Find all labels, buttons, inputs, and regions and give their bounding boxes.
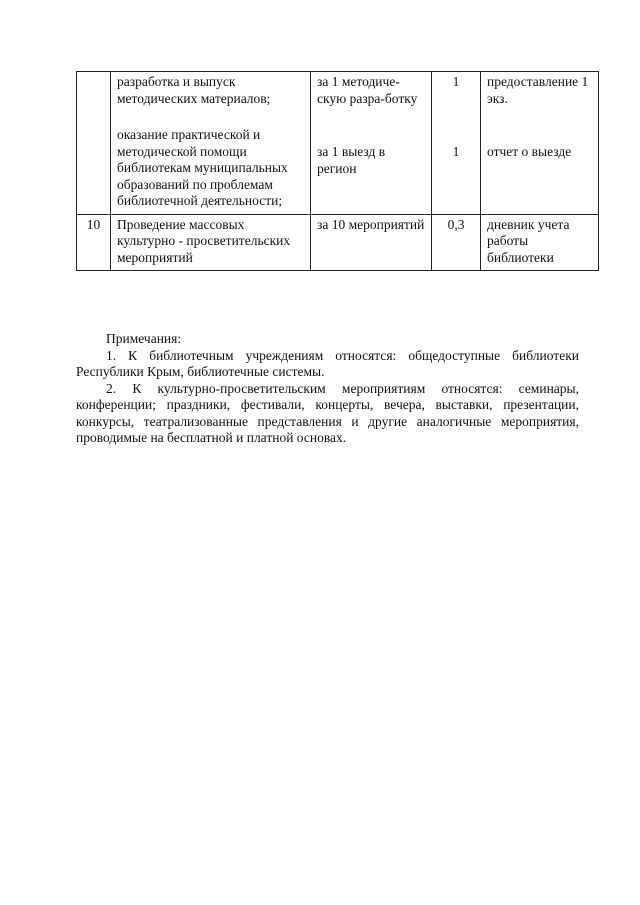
note-item: 2. К культурно-просветительским мероприятиям относятся: семинары, конференции; праздники, фестивали, концерты, вечера, выставки, презентации, конкурсы, театрализованные представления и другие аналогичные мероприятия, проводимые на бесплатной и платной основах. (76, 380, 579, 445)
unit-text: за 1 выезд в регион (317, 144, 386, 176)
work-text: Проведение массовых культурно - просветительских мероприятий (117, 216, 291, 265)
report-cell (481, 214, 599, 271)
work-cell (111, 72, 311, 215)
norm-value: 0,3 (447, 216, 465, 232)
unit-cell (311, 214, 432, 271)
norms-table (76, 71, 599, 271)
note-item: 1. К библиотечным учреждениям относятся: общедоступные библиотеки Республики Крым, библиотечные системы. (76, 347, 579, 379)
report-cell (481, 72, 599, 215)
row-number (77, 72, 111, 215)
row-number: 10 (77, 214, 111, 271)
unit-text: за 10 мероприятий (317, 216, 425, 232)
norm-value: 1 (452, 74, 460, 89)
notes-heading: Примечания: (106, 331, 182, 346)
report-text: дневник учета работы библиотеки (487, 216, 570, 265)
work-text: оказание практической и методической помощи библиотекам муниципальных образований по проблемам библиотечной деятельности; (117, 127, 288, 208)
table-row (77, 72, 599, 215)
notes-section (76, 331, 579, 447)
norm-cell (432, 214, 481, 271)
table-row (77, 214, 599, 271)
report-text: отчет о выезде (487, 144, 572, 159)
norm-value: 1 (452, 144, 460, 159)
norm-cell (432, 72, 481, 215)
report-text: предоставление 1 экз. (487, 74, 589, 106)
unit-cell (311, 72, 432, 215)
unit-text: за 1 методиче-скую разра-ботку (317, 74, 418, 106)
work-text: разработка и выпуск методических материалов; (117, 74, 271, 106)
work-cell (111, 214, 311, 271)
